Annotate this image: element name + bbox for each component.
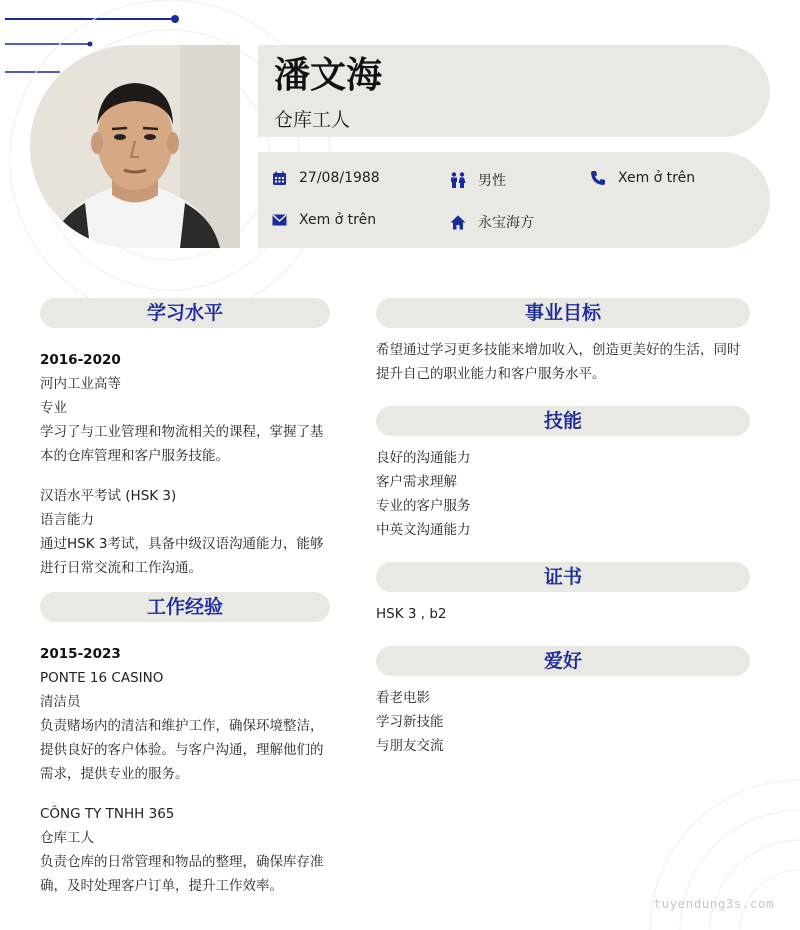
info-email (272, 212, 376, 228)
calendar-icon (272, 171, 287, 186)
skill-item: 良好的沟通能力 (376, 450, 471, 466)
education-major: 语言能力 (40, 512, 94, 528)
experience-description: 负责赌场内的清洁和维护工作，确保环境整洁，提供良好的客户体验。与客户沟通，理解他们的需求，提供专业的服务。 (40, 718, 324, 782)
education-description: 学习了与工业管理和物流相关的课程，掌握了基本的仓库管理和客户服务技能。 (40, 424, 324, 464)
skill-item: 专业的客户服务 (376, 498, 471, 514)
experience-position: 清洁员 (40, 694, 81, 710)
profile-photo (30, 45, 240, 248)
hobby-item: 学习新技能 (376, 714, 444, 730)
section-title-objective: 事业目标 (376, 298, 750, 328)
section-title-experience: 工作经验 (40, 592, 330, 622)
education-school: 汉语水平考试 (HSK 3) (40, 488, 177, 504)
experience-entry (40, 802, 330, 898)
objective-text: 希望通过学习更多技能来增加收入，创造更美好的生活，同时提升自己的职业能力和客户服务水平。 (376, 342, 741, 382)
info-phone (590, 170, 695, 186)
education-entry (40, 348, 330, 468)
phone-text: Xem ở trên (618, 170, 696, 186)
left-column (40, 298, 330, 898)
info-address (450, 212, 534, 232)
gender-text: 男性 (478, 173, 506, 189)
experience-company: CÔNG TY TNHH 365 (40, 806, 175, 822)
experience-description: 负责仓库的日常管理和物品的整理，确保库存准确，及时处理客户订单，提升工作效率。 (40, 854, 324, 894)
experience-company: PONTE 16 CASINO (40, 670, 164, 686)
contact-info-panel (258, 152, 770, 248)
skill-item: 客户需求理解 (376, 474, 457, 490)
education-period: 2016-2020 (40, 352, 121, 368)
email-icon (272, 214, 287, 226)
hobby-item: 看老电影 (376, 690, 430, 706)
education-entry (40, 484, 330, 580)
experience-period: 2015-2023 (40, 646, 121, 662)
candidate-name: 潘文海 (274, 55, 383, 96)
section-title-hobbies: 爱好 (376, 646, 750, 676)
education-school: 河内工业高等 (40, 376, 121, 392)
education-description: 通过HSK 3考试，具备中级汉语沟通能力，能够进行日常交流和工作沟通。 (40, 536, 324, 576)
info-birthday (272, 170, 380, 186)
email-text: Xem ở trên (299, 212, 377, 228)
experience-position: 仓库工人 (40, 830, 94, 846)
gender-icon (450, 172, 466, 188)
name-panel (258, 45, 770, 137)
home-icon (450, 215, 466, 230)
job-title: 仓库工人 (274, 109, 351, 131)
section-title-skills: 技能 (376, 406, 750, 436)
info-gender (450, 170, 506, 190)
skill-item: 中英文沟通能力 (376, 522, 471, 538)
education-major: 专业 (40, 400, 67, 416)
phone-icon (590, 170, 606, 186)
section-title-certificates: 证书 (376, 562, 750, 592)
experience-entry (40, 642, 330, 786)
watermark: tuyendung3s.com (653, 896, 774, 911)
section-title-education: 学习水平 (40, 298, 330, 328)
hobby-item: 与朋友交流 (376, 738, 444, 754)
right-column (376, 298, 750, 758)
certificate-item: HSK 3 , b2 (376, 606, 447, 622)
address-text: 永宝海方 (478, 215, 534, 231)
birthday-text: 27/08/1988 (299, 170, 380, 186)
